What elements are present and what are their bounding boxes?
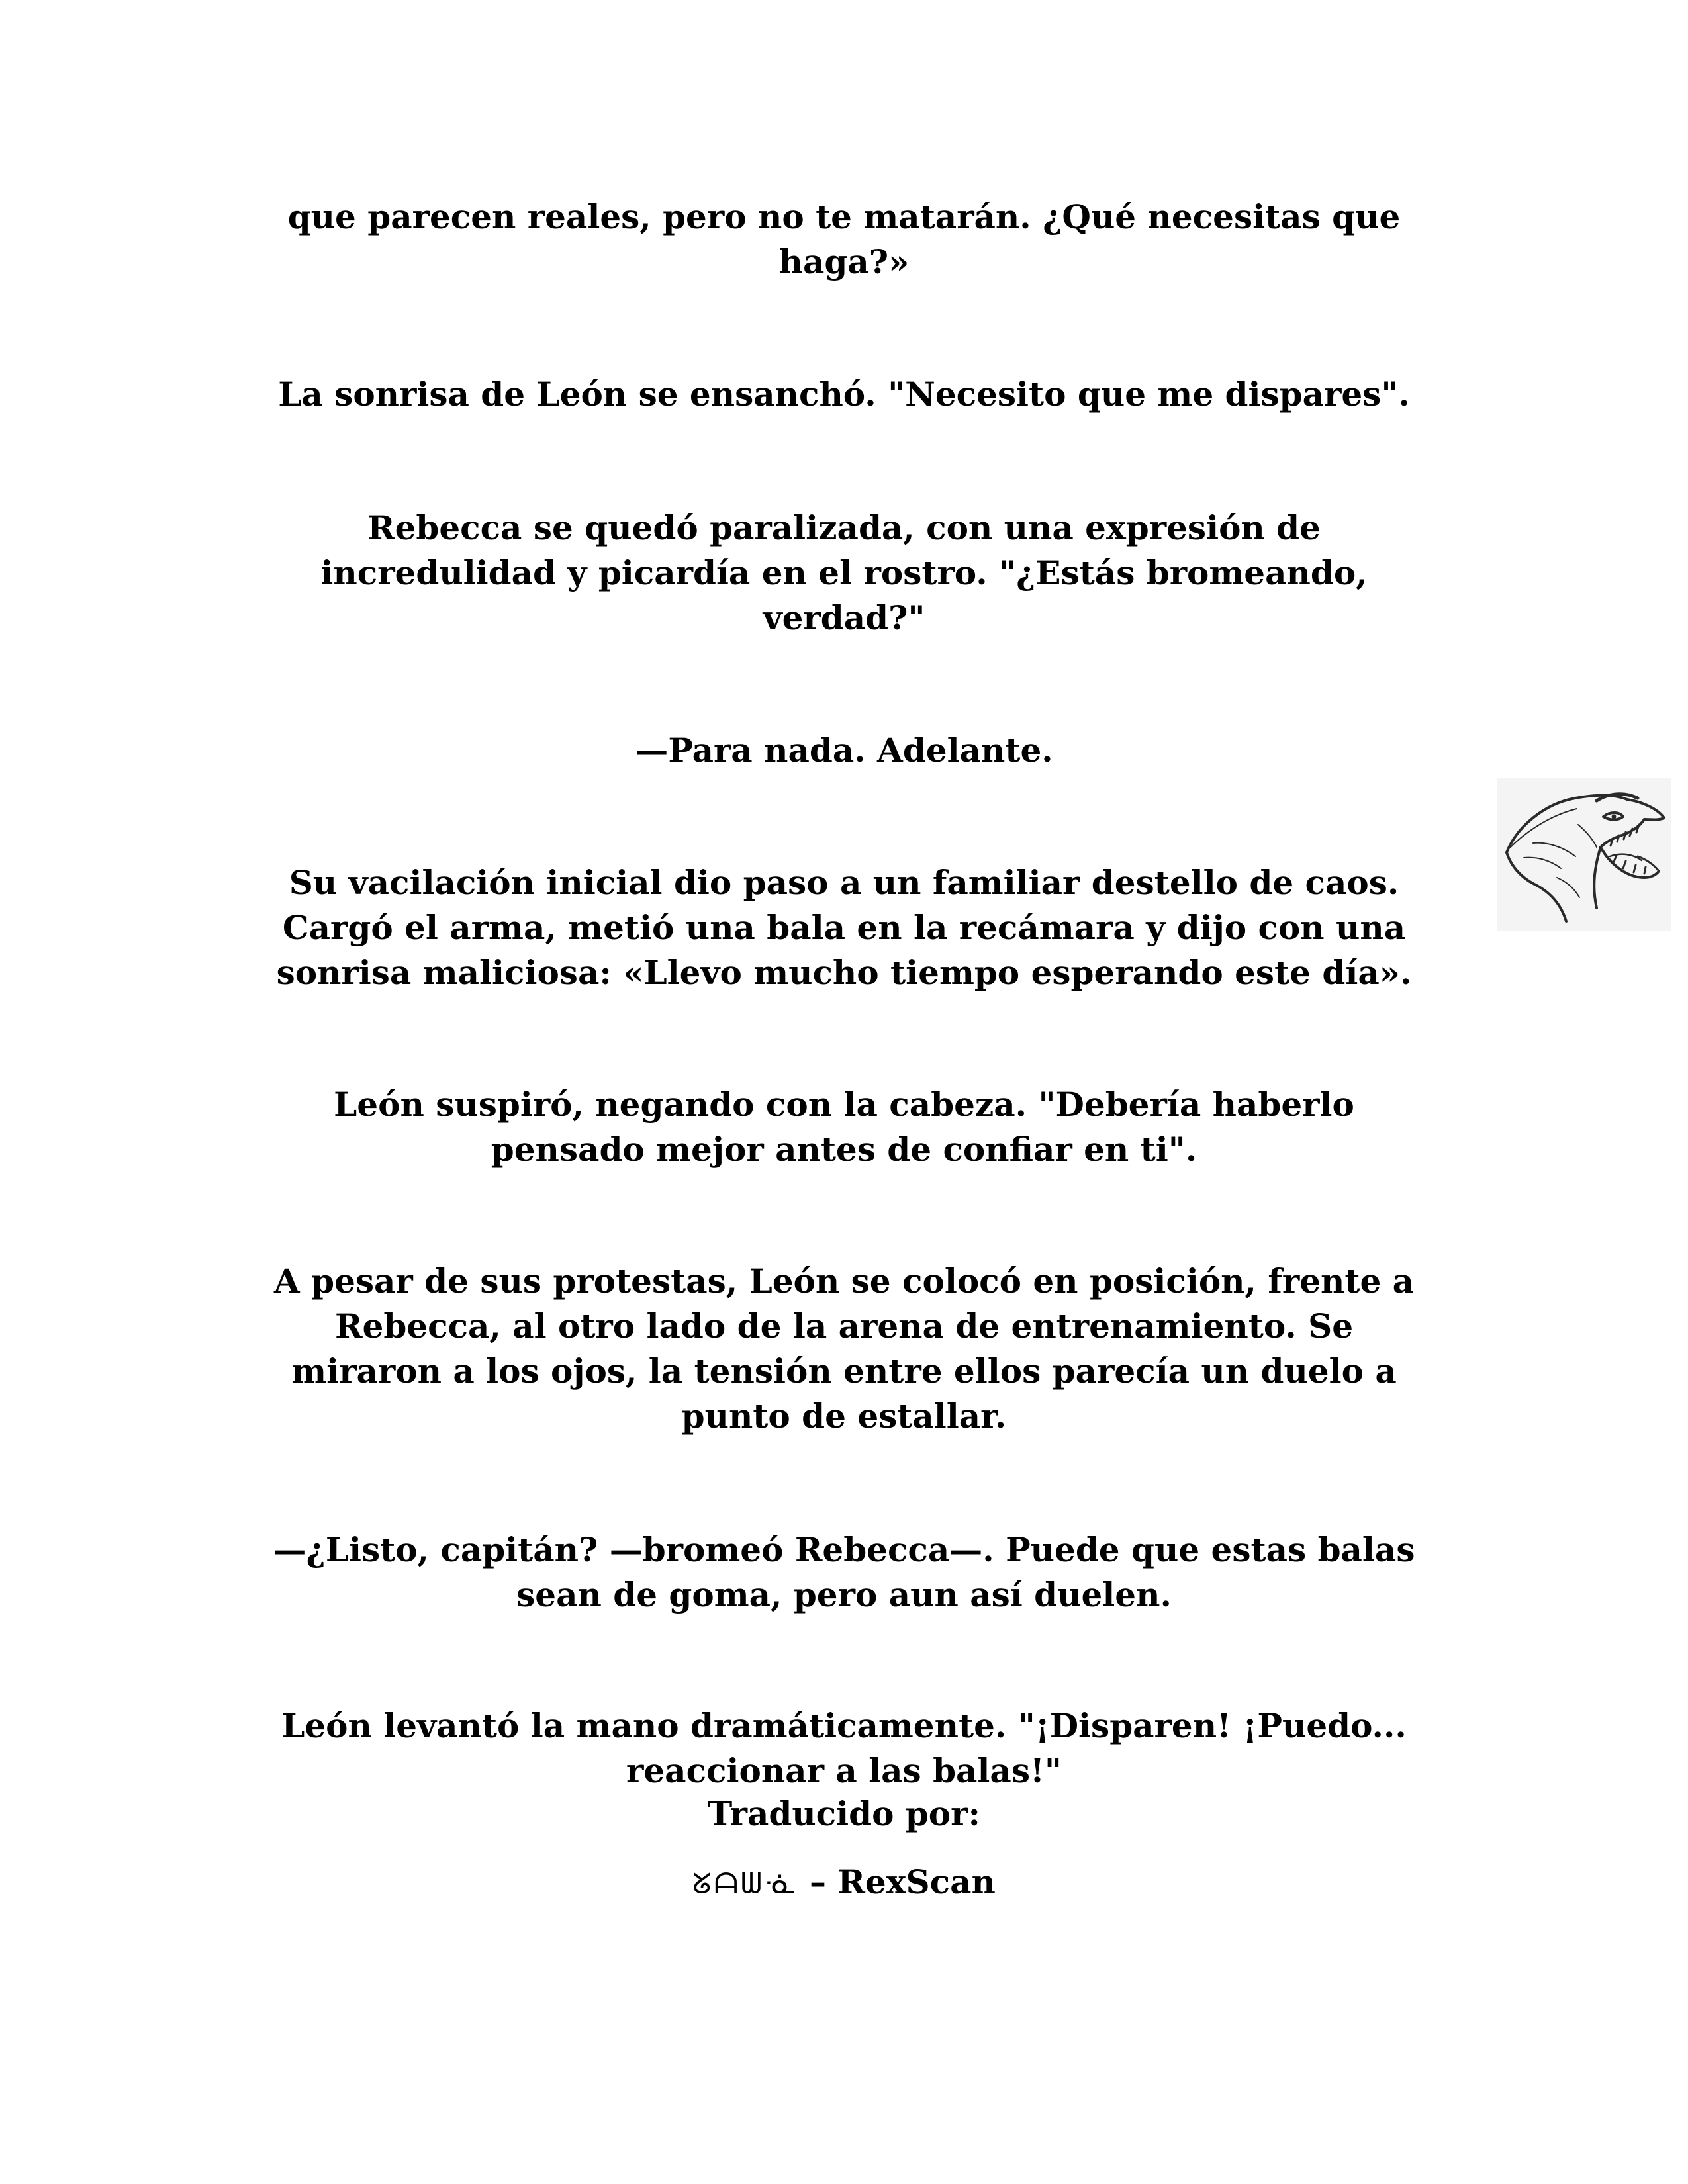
text-line: punto de estallar.: [681, 1396, 1007, 1435]
credits-separator: –: [809, 1862, 826, 1901]
text-line: reaccionar a las balas!": [626, 1751, 1062, 1790]
text-line: haga?»: [778, 242, 910, 281]
paragraph-3: [248, 506, 1440, 641]
credits-line-text: [248, 1860, 1440, 1907]
paragraph-5: [248, 860, 1440, 995]
paragraph-7: [248, 1259, 1440, 1439]
scan-group-name: RexScan: [837, 1862, 996, 1901]
text-line: incredulidad y picardía en el rostro. "¿Estás bromeando,: [320, 553, 1368, 592]
text-line: Cargó el arma, metió una bala en la recámara y dijo con una: [282, 908, 1406, 947]
paragraph-6: [248, 1082, 1440, 1172]
text-line: sean de goma, pero aun así duelen.: [516, 1575, 1172, 1614]
credits-line: [248, 1860, 1440, 1907]
text-line: León suspiró, negando con la cabeza. "Debería haberlo: [334, 1085, 1354, 1124]
t-rex-head-sketch-icon: [1497, 778, 1671, 931]
text-line: Su vacilación inicial dio paso a un familiar destello de caos.: [289, 863, 1399, 902]
text-line: La sonrisa de León se ensanchó. "Necesito que me dispares".: [278, 375, 1410, 414]
paragraph-4: [248, 728, 1440, 773]
text-line: verdad?": [763, 598, 925, 637]
text-line: miraron a los ojos, la tensión entre ellos parecía un duelo a: [291, 1351, 1397, 1390]
text-line: Rebecca se quedó paralizada, con una expresión de: [367, 508, 1321, 547]
text-line: —¿Listo, capitán? —bromeó Rebecca—. Puede que estas balas: [273, 1530, 1415, 1569]
text-line: sonrisa maliciosa: «Llevo mucho tiempo esperando este día».: [276, 953, 1412, 992]
text-line: Rebecca, al otro lado de la arena de entrenamiento. Se: [334, 1306, 1354, 1345]
text-line: pensado mejor antes de confiar en ti".: [491, 1130, 1197, 1169]
credits-label-text: Traducido por:: [708, 1794, 980, 1833]
text-line: León levantó la mano dramáticamente. "¡Disparen! ¡Puedo...: [281, 1706, 1407, 1745]
text-line: A pesar de sus protestas, León se colocó en posición, frente a: [273, 1261, 1415, 1300]
text-line: —Para nada. Adelante.: [635, 731, 1053, 770]
paragraph-9: [248, 1704, 1440, 1794]
paragraph-1: [248, 195, 1440, 285]
credits-label: [248, 1792, 1440, 1837]
paragraph-8: [248, 1527, 1440, 1617]
text-line: que parecen reales, pero no te matarán. ¿Qué necesitas que: [287, 197, 1401, 236]
paragraph-2: [248, 372, 1440, 417]
translator-name: ᘜᗩᗯᓍ: [692, 1867, 798, 1901]
